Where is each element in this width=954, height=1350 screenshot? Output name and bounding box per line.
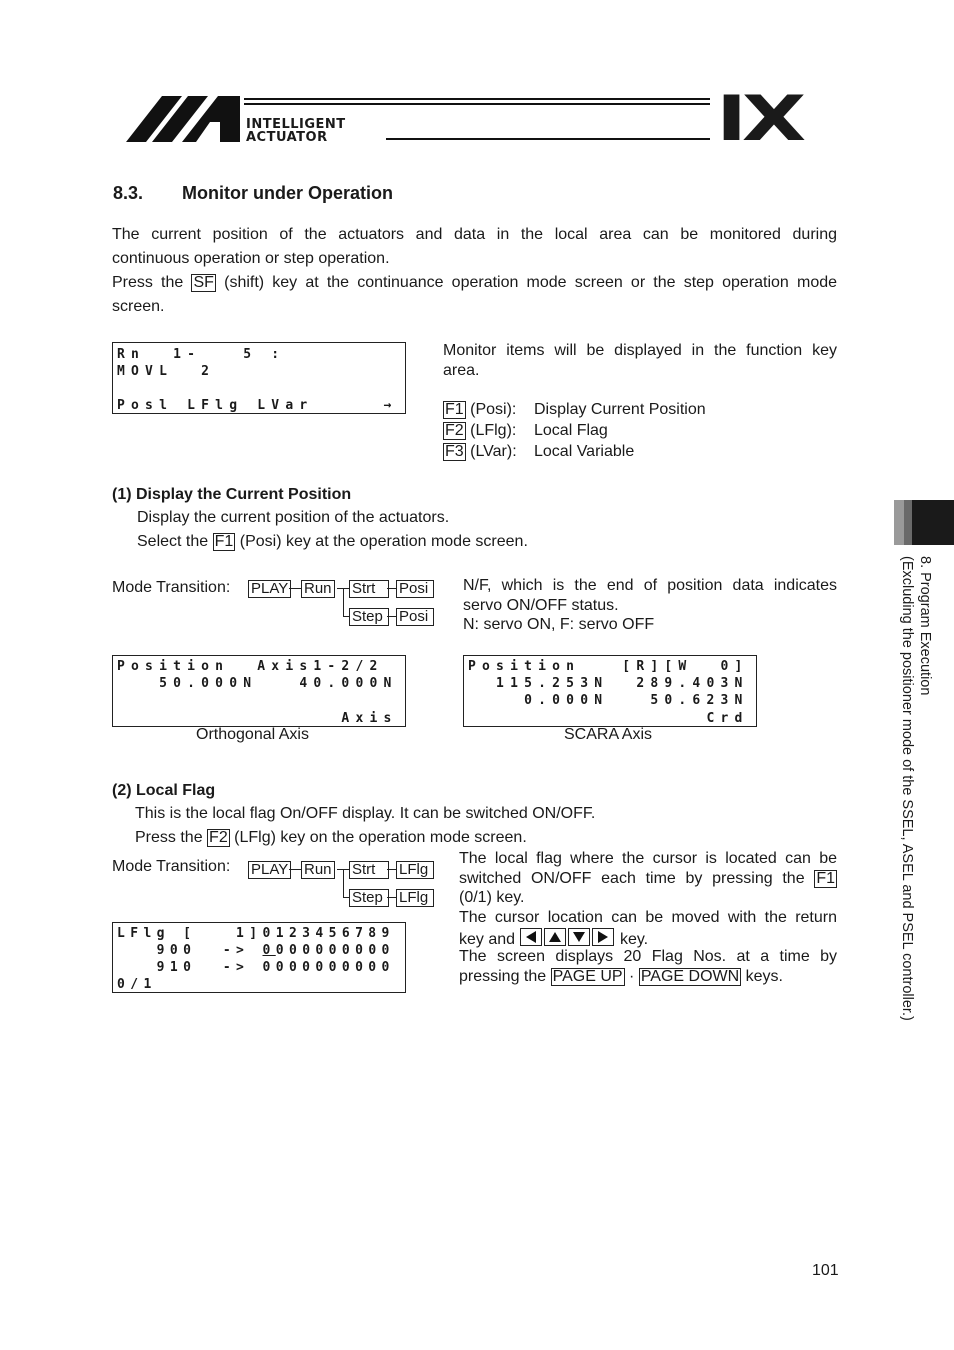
- lcd-scara-screen: [463, 655, 757, 727]
- nf-note-line2: servo ON/OFF status.: [463, 597, 619, 614]
- monitor-item-f1: F1 (Posi):: [445, 401, 517, 418]
- transition2-play: PLAY: [248, 861, 291, 879]
- lcd-main-line3: Posl LFlg LVar →: [117, 398, 398, 413]
- logo-line2: ACTUATOR: [246, 130, 328, 145]
- f1-key-lflag: F1: [816, 870, 835, 887]
- lcd-local-flag-screen: [112, 922, 406, 993]
- monitor-item-f2: F2 (LFlg):: [445, 422, 517, 439]
- sf-key: SF: [193, 274, 214, 291]
- sub2-line2: Press the F2 (LFlg) key on the operation mode screen.: [135, 829, 527, 846]
- ia-logo-mark: [126, 94, 240, 144]
- section-number: 8.3.: [113, 183, 144, 203]
- lcd-orth-line2: 50.000N 40.000N: [117, 676, 398, 691]
- nf-note-line3: N: servo ON, F: servo OFF: [463, 616, 655, 633]
- sub1-title: (1) Display the Current Position: [112, 486, 352, 503]
- lcd-orth-line1: Position Axis1-2/2: [117, 659, 384, 674]
- lflag-text-l7: pressing the PAGE UP · PAGE DOWN keys.: [459, 968, 783, 985]
- lcd-cursor: 0: [262, 943, 276, 958]
- transition2-lflg-2: LFlg: [396, 889, 434, 907]
- lcd-main-line2: MOVL 2: [117, 364, 216, 379]
- page-up-key: PAGE UP: [552, 968, 623, 985]
- lflag-text-l3: (0/1) key.: [459, 889, 525, 906]
- page-down-key: PAGE DOWN: [640, 968, 740, 985]
- intro-p1a: The current position of the actuators and data in the local area can be monitored during: [112, 226, 837, 243]
- lcd-orth-line3: Axis: [117, 711, 398, 726]
- transition1-posi-2: Posi: [396, 608, 434, 626]
- lcd-lflg-line3: 910 -> 0000000000: [117, 960, 395, 975]
- transition1-play: PLAY: [248, 580, 291, 598]
- sub2-line1: This is the local flag On/OFF display. It can be switched ON/OFF.: [135, 805, 596, 822]
- transition2-strt: Strt: [349, 861, 389, 879]
- lcd-orthogonal-screen: [112, 655, 406, 727]
- lflag-text-l4: The cursor location can be moved with the return: [459, 909, 837, 926]
- lflag-text-l2: switched ON/OFF each time by pressing the F1: [459, 870, 835, 887]
- right-arrow-key-icon: [592, 928, 614, 946]
- monitor-desc-b: area.: [443, 362, 480, 379]
- lcd-scara-line4: Crd: [468, 711, 749, 726]
- intro-p1b: continuous operation or step operation.: [112, 250, 390, 267]
- left-arrow-key-icon: [520, 928, 542, 946]
- logo-line1: INTELLIGENT: [246, 117, 346, 132]
- sub2-title: (2) Local Flag: [112, 782, 216, 799]
- transition1-run: Run: [301, 580, 335, 598]
- chapter-side-label: [896, 556, 936, 1076]
- section-title: Monitor under Operation: [182, 183, 393, 203]
- lcd-main-screen: [112, 342, 406, 414]
- monitor-item-f2-desc: Local Flag: [534, 422, 608, 439]
- monitor-item-f3: F3 (LVar):: [445, 443, 517, 460]
- f1-key: F1: [445, 401, 464, 418]
- transition2-run: Run: [301, 861, 335, 879]
- lcd-scara-line3: 0.000N 50.623N: [468, 693, 749, 708]
- sidebar-line2: (Excluding the positioner mode of the SSEL, ASEL and PSEL controller.): [899, 556, 915, 1021]
- logo-product: IX: [716, 82, 801, 155]
- transition1-step: Step: [349, 608, 389, 626]
- chapter-tab: [894, 500, 954, 545]
- lflag-text-l1: The local flag where the cursor is located can be: [459, 850, 837, 867]
- monitor-desc-a: Monitor items will be displayed in the function key: [443, 342, 837, 359]
- lflag-text-l5: key and key.: [459, 928, 648, 950]
- down-arrow-key-icon: [568, 928, 590, 946]
- transition2-lflg-1: LFlg: [396, 861, 434, 879]
- logo: [126, 82, 828, 155]
- lcd-scara-line2: 115.253N 289.403N: [468, 676, 749, 691]
- lcd-main-line1: Rn 1- 5 :: [117, 347, 286, 362]
- caption-orthogonal: Orthogonal Axis: [196, 726, 309, 743]
- transition1-strt: Strt: [349, 580, 389, 598]
- f2-key: F2: [445, 422, 464, 439]
- lcd-lflg-line4: 0/1: [117, 977, 157, 992]
- transition1-posi-1: Posi: [396, 580, 434, 598]
- transition2-step: Step: [349, 889, 389, 907]
- f3-key: F3: [445, 443, 464, 460]
- monitor-item-f1-desc: Display Current Position: [534, 401, 706, 418]
- intro-p2b: screen.: [112, 298, 165, 315]
- monitor-item-f3-desc: Local Variable: [534, 443, 635, 460]
- nf-note-line1: N/F, which is the end of position data indicates: [463, 577, 837, 594]
- intro-p2a: Press the SF (shift) key at the continuance operation mode screen or the step operation mode: [112, 274, 838, 291]
- lcd-lflg-line1: LFlg [ 1]0123456789: [117, 926, 395, 941]
- lflag-text-l6: The screen displays 20 Flag Nos. at a time by: [459, 948, 837, 965]
- transition2-label: Mode Transition:: [112, 858, 231, 875]
- lcd-lflg-line2: 900 -> 0000000000: [117, 943, 395, 958]
- transition1-label: Mode Transition:: [112, 579, 231, 596]
- sub1-line1: Display the current position of the actuators.: [137, 509, 450, 526]
- up-arrow-key-icon: [544, 928, 566, 946]
- sub1-line2: Select the F1 (Posi) key at the operation mode screen.: [137, 533, 528, 550]
- page-number: 101: [812, 1262, 839, 1279]
- caption-scara: SCARA Axis: [564, 726, 653, 743]
- sidebar-line1: 8. Program Execution: [917, 556, 933, 696]
- lcd-scara-line1: Position [R][W 0]: [468, 659, 749, 674]
